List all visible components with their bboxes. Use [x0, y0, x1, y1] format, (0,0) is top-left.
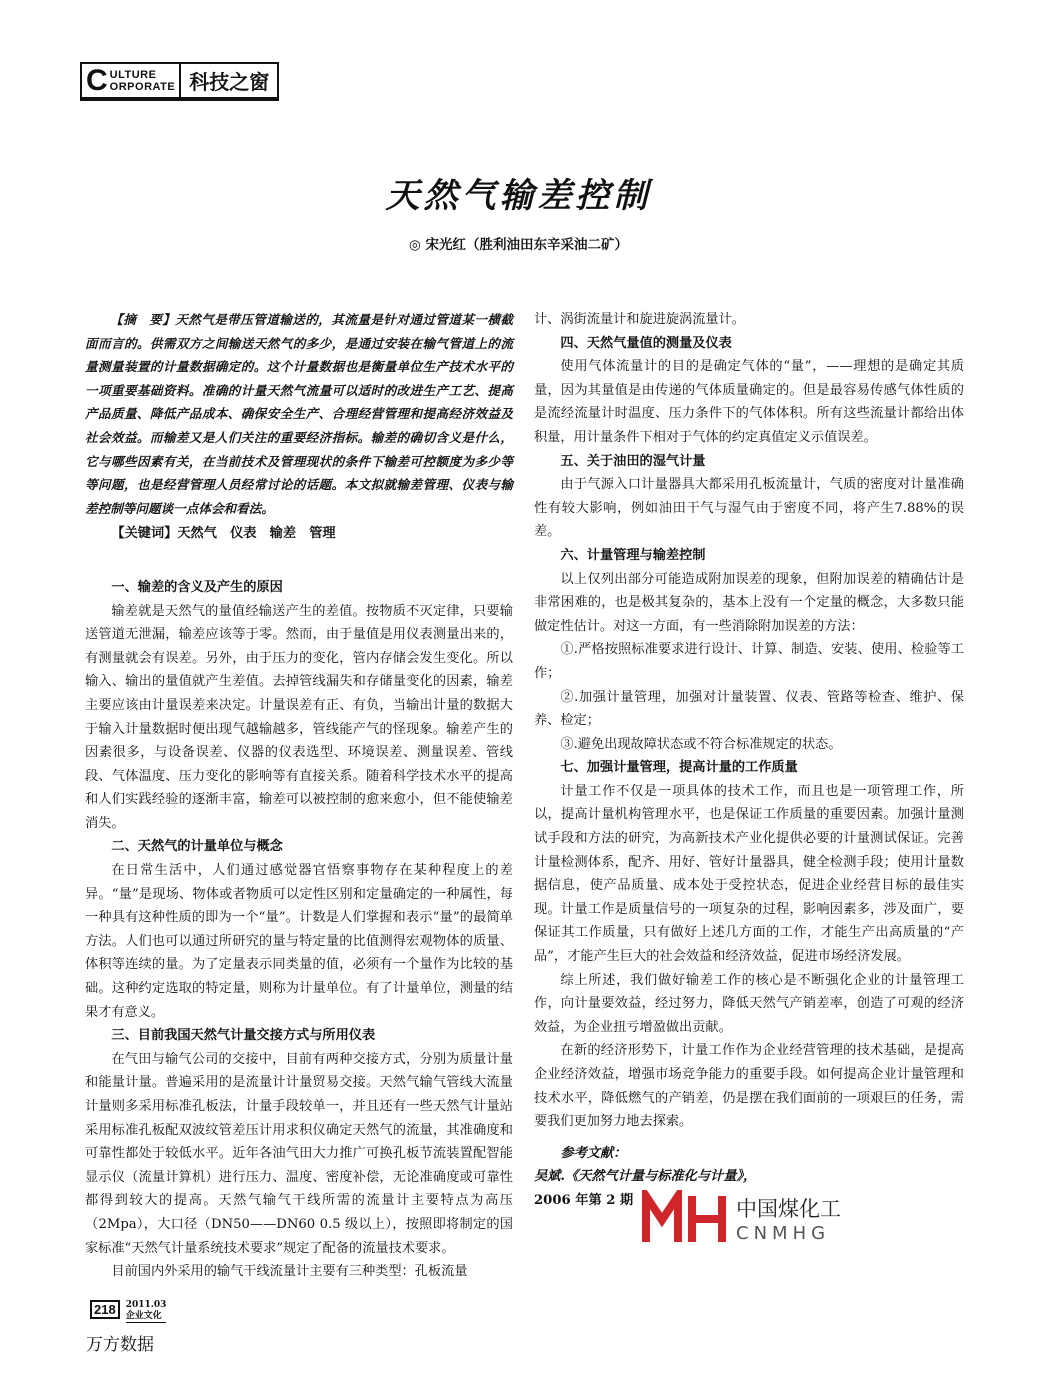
abstract: 【摘 要】天然气是带压管道输送的，其流量是针对通过管道某一横截面而言的。供需双方之间输送天然气的多少，是通过安装在输气管道上的流量测量装置的计量数据确定的。这个计量数据也是衡量单位生产技术水平的一项重要基础资料。准确的计量天然气流量可以适时的改进生产工艺、提高产品质量、降低产品成本、确保安全生产、合理经营管理和提高经济效益及社会效益。而输差又是人们关注的重要经济指标。输差的确切含义是什么，它与哪些因素有关，在当前技术及管理现状的条件下输差可控额度为多少等等问题，也是经营管理人员经常讨论的话题。本文拟就输差管理、仪表与输差控制等问题谈一点体会和看法。 — [85, 312, 513, 516]
reference-text: 吴斌.《天然气计量与标准化与计量》， — [534, 1169, 757, 1185]
keywords: 【关键词】天然气 仪表 输差 管理 — [111, 526, 336, 542]
paragraph: 输差就是天然气的量值经输送产生的差值。按物质不灭定律，只要输送管道无泄漏，输差应该等于零。然而，由于量值是用仪表测量出来的，有测量就会有误差。另外，由于压力的变化，管内存储会发生变化。所以输入、输出的量值就产生差值。去掉管线漏失和存储量变化的因素，输差主要应该由计量误差来决定。计量误差有正、有负，当输出计量的数据大于输入计量数据时便出现气越输越多，管线能产气的怪现象。输差产生的因素很多，与设备误差、仪器的仪表选型、环境误差、测量误差、管线段、气体温度、压力变化的影响等有直接关系。随着科学技术水平的提高和人们实践经验的逐渐丰富，输差可以被控制的愈来愈小，但不能使输差消失。 — [85, 603, 513, 831]
paragraph: ①.严格按照标准要求进行设计、计算、制造、安装、使用、检验等工作； — [534, 642, 964, 681]
section-heading: 三、目前我国天然气计量交接方式与所用仪表 — [111, 1028, 376, 1044]
issue-date: 2011.03 — [125, 1300, 167, 1310]
column-header — [80, 62, 279, 101]
paragraph: 计量工作不仅是一项具体的技术工作，而且也是一项管理工作，所以，提高计量机构管理水平，也是保证工作质量的重要因素。加强计量测试手段和方法的研究，为高新技术产业化提供必要的计量测试保证。完善计量检测体系，配齐、用好、管好计量器具，健全检测手段；使用计量数据信息，使产品质量、成本处于受控状态，促进企业经营目标的最佳实现。计量工作是质量信号的一项复杂的过程，影响因素多，涉及面广，要保证其工作质量，只有做好上述几方面的工作，才能生产出高质量的“产品”，才能产生巨大的社会效益和经济效益，促进市场经济发展。 — [534, 783, 964, 965]
cnmhg-logo-icon — [640, 1190, 728, 1246]
reference-item — [534, 1165, 964, 1189]
culture-corporate-logo — [80, 62, 181, 99]
references-label: 参考文献： — [560, 1145, 627, 1161]
source-label: 万方数据 — [86, 1335, 154, 1355]
section-heading: 二、天然气的计量单位与概念 — [111, 839, 283, 855]
column-name: 科技之窗 — [181, 62, 279, 99]
paragraph: 在气田与输气公司的交接中，目前有两种交接方式，分别为质量计量和能量计量。普遍采用的是流量计计量贸易交接。天然气输气管线大流量计量则多采用标准孔板法，计量手段较单一，并且还有一些天然气计量站采用标准孔板配双波纹管差压计用求积仪确定天然气的流量，其准确度和可靠性都处于较低水平。近年各油气田大力推广可换孔板节流装置配智能显示仪（流量计算机）进行压力、温度、密度补偿，无论准确度或可靠性都得到较大的提高。天然气输气干线所需的流量计主要特点为高压（2Mpa），大口径（DN50——DN60 0.5 级以上），按照即将制定的国家标准“天然气计量系统技术要求”规定了配备的流量技术要求。 — [85, 1051, 513, 1256]
journal-name: 企业文化 — [125, 1311, 162, 1321]
paragraph: 在新的经济形势下，计量工作作为企业经营管理的技术基础，是提高企业经济效益，增强市场竞争能力的重要手段。如何提高企业计量管理和技术水平，降低燃气的产销差，仍是摆在我们面前的一项艰巨的任务，需要我们更加努力地去探索。 — [534, 1043, 964, 1130]
article-author: ◎ 宋光红（胜利油田东辛采油二矿） — [409, 237, 628, 253]
reference-issue: 2006 年第 2 期 — [534, 1192, 634, 1208]
right-column — [534, 308, 964, 1213]
watermark-logo — [640, 1190, 841, 1246]
references — [534, 1142, 964, 1166]
section-heading: 七、加强计量管理，提高计量的工作质量 — [560, 760, 798, 776]
paragraph: 由于气源入口计量器具大都采用孔板流量计，气质的密度对计量准确性有较大影响，例如油田干气与湿气由于密度不同，将产生7.88%的误差。 — [534, 477, 964, 540]
left-column — [85, 308, 513, 1284]
logo-line-1: ULTURE — [109, 68, 157, 81]
paragraph: ③.避免出现故障状态或不符合标准规定的状态。 — [560, 736, 842, 752]
section-heading: 四、天然气量值的测量及仪表 — [560, 335, 732, 351]
section-heading: 五、关于油田的湿气计量 — [560, 453, 706, 469]
watermark-text: 中国煤化工 — [736, 1196, 841, 1221]
page-footer — [90, 1300, 166, 1323]
right-body — [534, 308, 964, 1134]
paragraph: 以上仅列出部分可能造成附加误差的现象，但附加误差的精确估计是非常困难的，也是极其复杂的，基本上没有一个定量的概念，大多数只能做定性估计。对这一方面，有一些消除附加误差的方法： — [534, 571, 964, 634]
paragraph: 计、涡街流量计和旋进旋涡流量计。 — [534, 312, 745, 327]
paragraph: ②.加强计量管理，加强对计量装置、仪表、管路等检查、维护、保养、检定； — [534, 689, 964, 729]
paragraph: 在日常生活中，人们通过感觉器官悟察事物存在某种程度上的差异。“量”是现场、物体或者物质可以定性区别和定量确定的一种属性，每一种具有这种性质的即为一个“量”。计数是人们掌握和表示“量”的最简单方法。人们也可以通过所研究的量与特定量的比值测得宏观物体的质量、体积等连续的量。为了定量表示同类量的值，必须有一个量作为比较的基础。这种约定选取的特定量，则称为计量单位。有了计量单位，测量的结果才有意义。 — [85, 863, 513, 1020]
article-title: 天然气输差控制 — [385, 176, 652, 216]
watermark-en: CNMHG — [736, 1222, 831, 1244]
section-heading: 一、输差的含义及产生的原因 — [111, 579, 283, 595]
paragraph: 使用气体流量计的目的是确定气体的“量”，——理想的是确定其质量，因为其量值是由传递的气体质量确定的。但是最容易传感气体性质的是流经流量计时温度、压力条件下的气体体积。所有这些流量计都给出体积量，用计量条件下相对于气体的约定真值定义示值误差。 — [534, 359, 964, 445]
logo-line-2: ORPORATE — [109, 80, 176, 93]
logo-letter: C — [86, 63, 108, 97]
section-heading: 六、计量管理与输差控制 — [560, 547, 706, 563]
paragraph: 综上所述，我们做好输差工作的核心是不断强化企业的计量管理工作，向计量要效益，经过努力，降低天然气产销差率，创造了可观的经济效益，为企业扭亏增盈做出贡献。 — [534, 972, 964, 1035]
page-number: 218 — [90, 1300, 120, 1319]
left-body — [85, 576, 513, 1284]
paragraph: 目前国内外采用的输气干线流量计主要有三种类型：孔板流量 — [111, 1264, 468, 1280]
